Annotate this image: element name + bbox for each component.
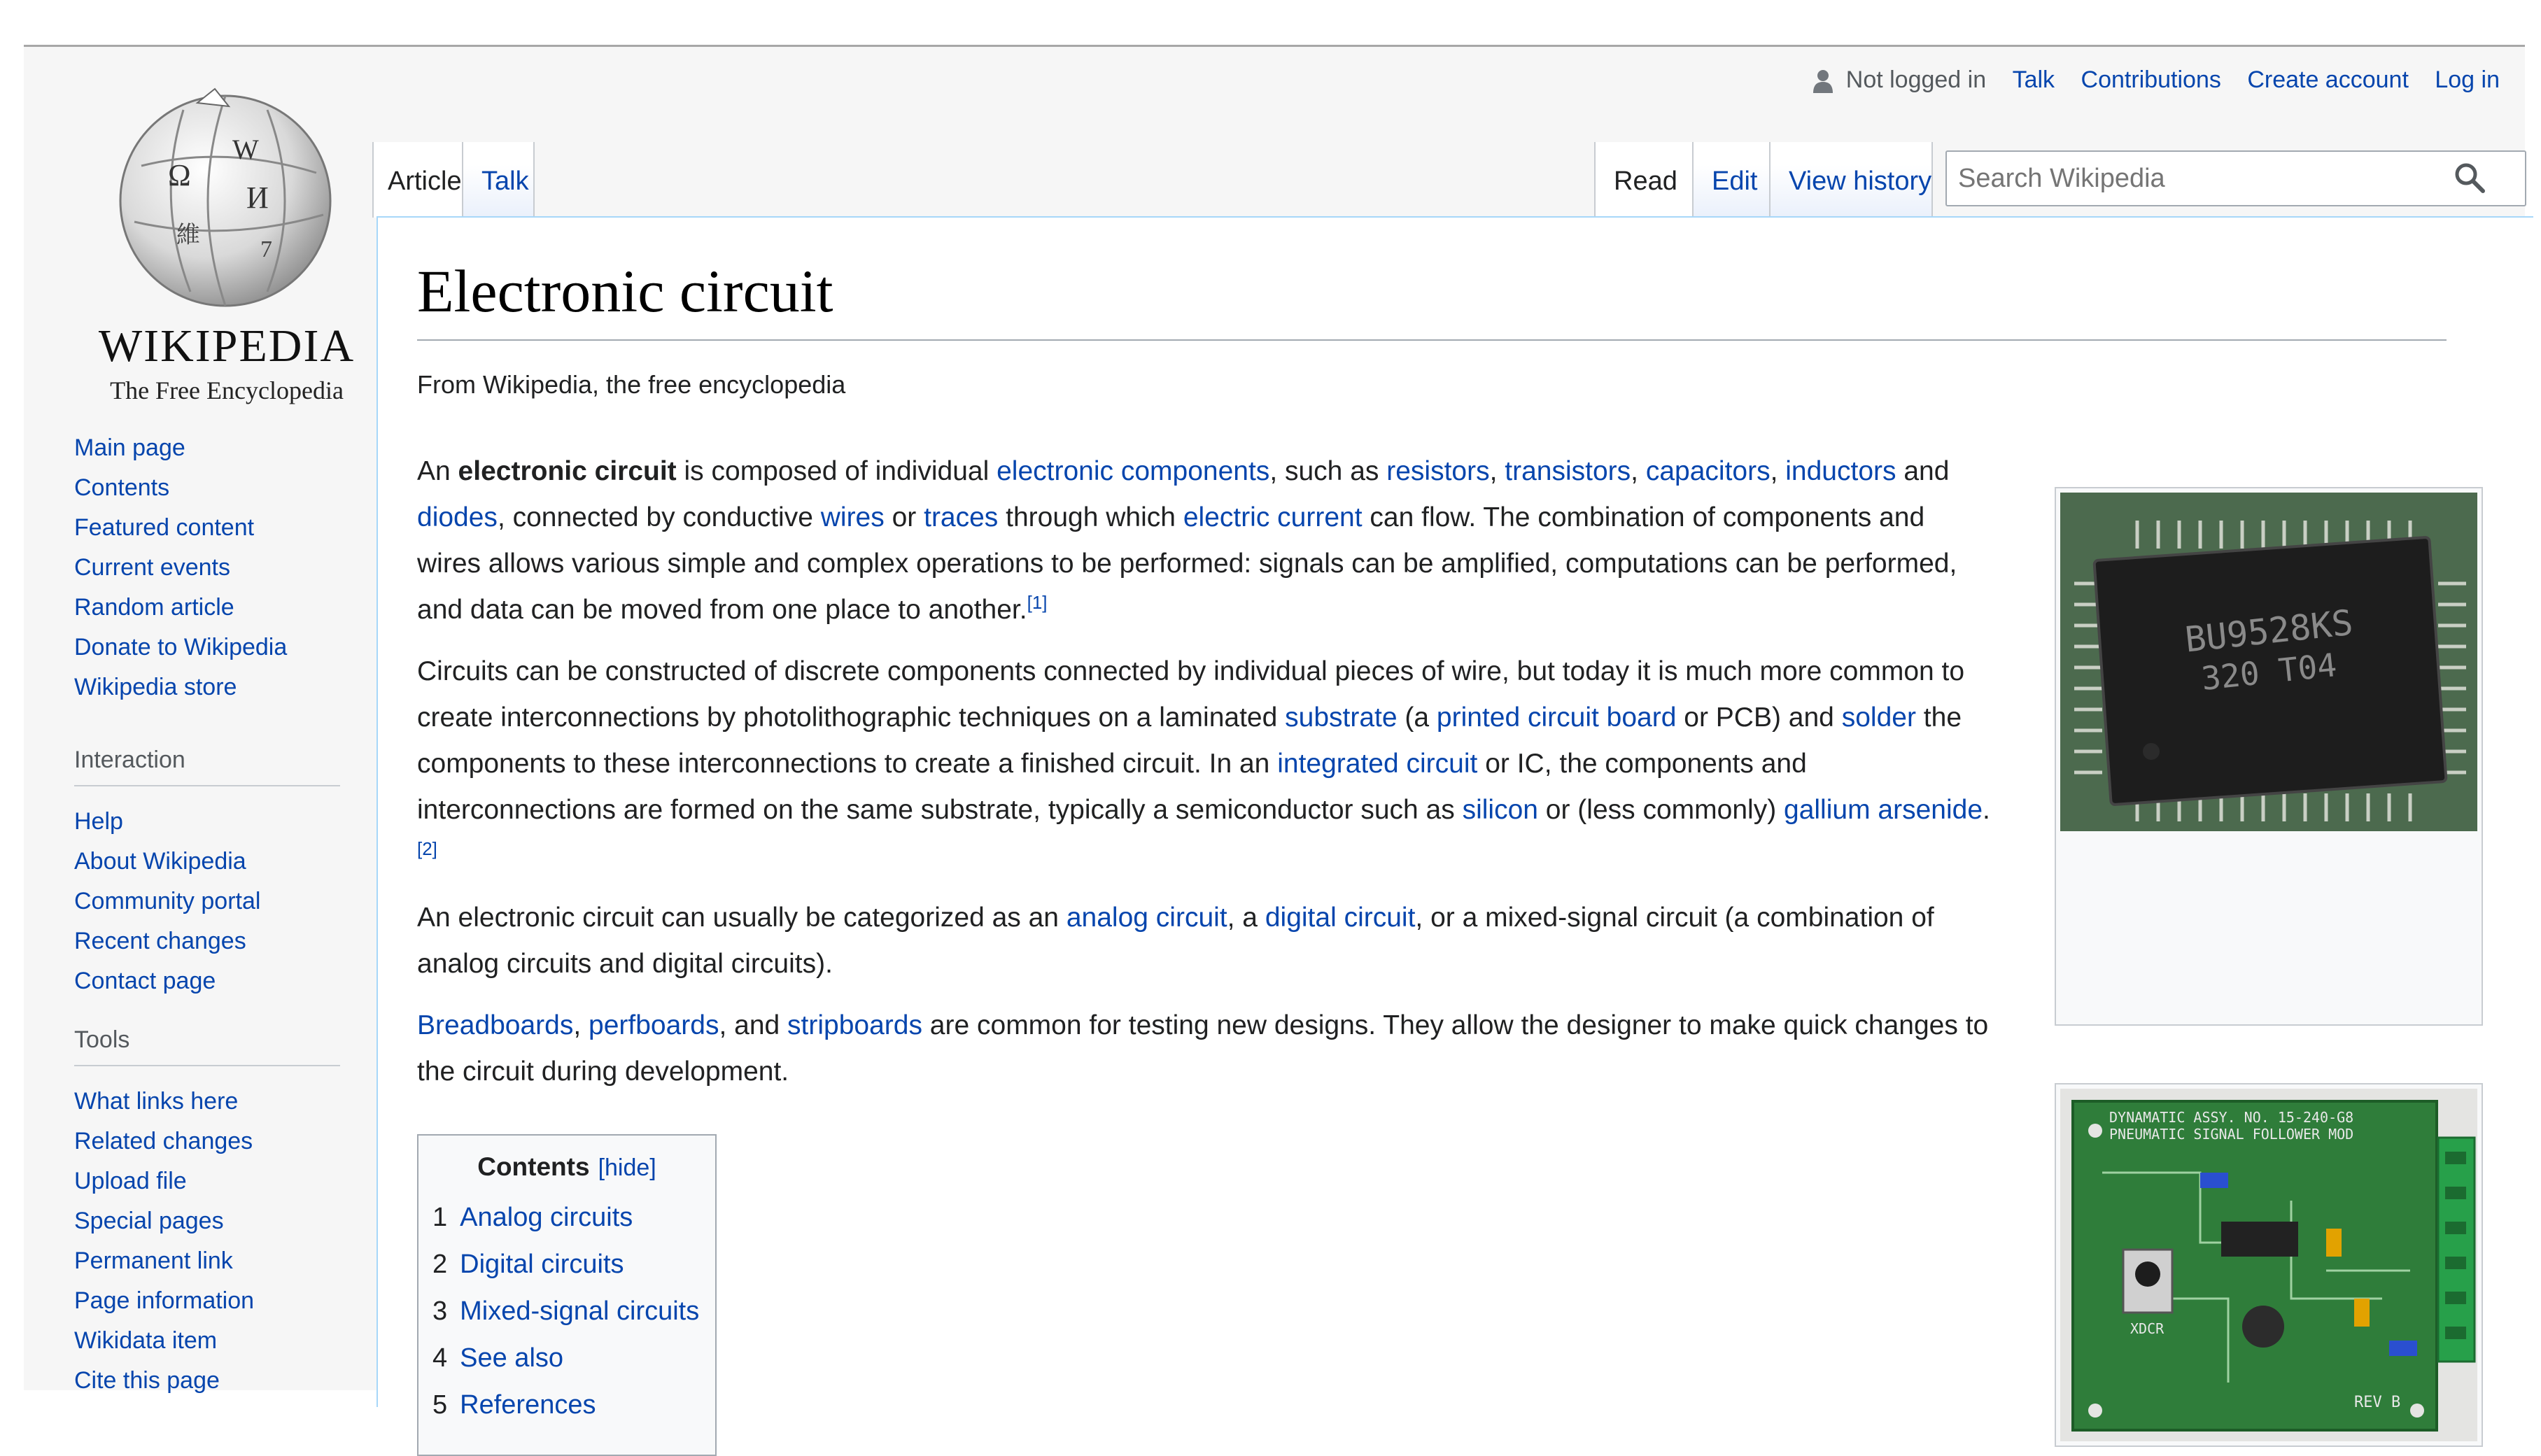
personal-talk-link[interactable]: Talk [2012,66,2055,93]
tab-talk[interactable]: Talk [462,142,535,218]
link-transistors[interactable]: transistors [1505,456,1631,486]
toc-link[interactable]: Digital circuits [460,1250,624,1279]
sidebar-heading-tools: Tools [74,1026,340,1066]
toc-link[interactable]: Analog circuits [460,1203,633,1232]
sidebar-tools [74,1026,361,1401]
link-perfboards[interactable]: perfboards [589,1010,719,1040]
search-input[interactable] [1945,150,2526,206]
sidebar-item-featured-content[interactable]: Featured content [74,514,255,541]
tab-view-history[interactable]: View history [1769,142,1933,218]
text: , [1489,456,1505,486]
text: , [573,1010,589,1040]
tab-read[interactable]: Read [1594,142,1692,218]
reference-1[interactable]: [1] [1027,592,1048,613]
toc-title: Contents [477,1152,590,1181]
link-gallium-arsenide[interactable]: gallium arsenide [1784,795,1983,825]
link-wires[interactable]: wires [820,502,885,532]
globe-glyph: 維 [176,221,200,249]
page-title: Electronic circuit [417,253,2447,341]
link-solder[interactable]: solder [1841,702,1916,733]
sidebar-item-recent-changes[interactable]: Recent changes [74,928,246,954]
sidebar-item-about-wikipedia[interactable]: About Wikipedia [74,848,246,875]
text: or PCB) and [1676,702,1842,733]
globe-glyph: Ω [168,158,191,192]
text: , [1770,456,1786,486]
text: can flow. The combination of components and wires allows various simple and complex operations to be performed: signals can be amplified, computations can be performed, and data can be moved from one place to another. [417,502,1957,625]
link-electric-current[interactable]: electric current [1183,502,1363,532]
wikipedia-globe-icon [113,82,337,313]
toc-item[interactable] [432,1241,715,1288]
sidebar-item-page-information[interactable]: Page information [74,1287,255,1314]
paragraph [417,649,1992,879]
toc-number: 2 [432,1250,448,1279]
sidebar-item-what-links-here[interactable]: What links here [74,1088,239,1115]
link-stripboards[interactable]: stripboards [787,1010,922,1040]
globe-glyph: W [232,134,259,165]
circuit-board-photo[interactable] [2060,1089,2477,1441]
tab-edit[interactable]: Edit [1692,142,1769,218]
chip-photo[interactable] [2060,493,2477,831]
sidebar-interaction [74,747,361,1001]
sidebar-item-main-page[interactable]: Main page [74,434,185,461]
wikipedia-logo[interactable] [49,82,404,432]
toc-item[interactable] [432,1335,715,1382]
link-printed-circuit-board[interactable]: printed circuit board [1436,702,1677,733]
link-traces[interactable]: traces [924,502,999,532]
text: or (less commonly) [1537,795,1785,825]
toc-link[interactable]: Mixed-signal circuits [460,1296,700,1326]
wikipedia-wordmark: WIKIPEDIA [98,320,356,372]
text: , connected by conductive [497,502,821,532]
text: Circuits can be constructed of discrete components connected by individual pieces of wire, but today it is much more common to create interconnections by photolithographic techniques on a laminated [417,656,1965,733]
sidebar-navigation [74,428,361,707]
sidebar-item-help[interactable]: Help [74,808,123,835]
link-silicon[interactable]: silicon [1462,795,1538,825]
site-subtitle: From Wikipedia, the free encyclopedia [417,370,846,399]
thumbnail-chip[interactable] [2055,487,2483,1026]
board-label: REV B [2354,1394,2401,1411]
sidebar-item-current-events[interactable]: Current events [74,554,230,581]
toc-number: 1 [432,1203,448,1232]
chip-marking: 320 T04 [2199,646,2339,698]
text: the components to these interconnections to create a finished circuit. In an [417,702,1962,779]
text: . [1983,795,1990,825]
search-icon[interactable] [2452,160,2487,195]
link-substrate[interactable]: substrate [1285,702,1398,733]
text: or IC, the components and interconnections are formed on the same substrate, typically a semiconductor such as [417,749,1807,825]
toc-number: 4 [432,1343,448,1373]
board-label: DYNAMATIC ASSY. NO. 15-240-G8 [2109,1109,2354,1126]
log-in-link[interactable]: Log in [2435,66,2500,93]
sidebar-heading-interaction: Interaction [74,747,340,786]
paragraph [417,1003,1992,1095]
link-integrated-circuit[interactable]: integrated circuit [1277,749,1478,779]
board-label: PNEUMATIC SIGNAL FOLLOWER MOD [2109,1126,2354,1143]
thumbnail-circuit-board[interactable] [2055,1083,2483,1447]
chip-marking: BU9528KS [2183,602,2356,660]
browser-page [24,45,2525,1420]
sidebar-item-permanent-link[interactable]: Permanent link [74,1248,233,1274]
toc-number: 3 [432,1296,448,1326]
personal-tools [1813,66,2500,94]
toc-link[interactable]: References [460,1390,596,1420]
toc-item[interactable] [432,1288,715,1335]
wikipedia-tagline: The Free Encyclopedia [110,376,344,404]
reference-2[interactable]: [2] [417,838,437,859]
bold-term: electronic circuit [458,456,677,486]
link-diodes[interactable]: diodes [417,502,498,532]
globe-glyph: 7 [260,236,272,262]
text: (a [1397,702,1437,733]
board-label: XDCR [2130,1320,2165,1337]
sidebar-item-related-changes[interactable]: Related changes [74,1128,253,1154]
paragraph [417,448,1992,633]
sidebar-item-special-pages[interactable]: Special pages [74,1208,224,1234]
user-icon [1813,69,1833,94]
text: , or a mixed-signal circuit (a combination of analog circuits and digital circuits). [417,903,1934,979]
sidebar-item-random-article[interactable]: Random article [74,594,234,621]
sidebar-item-contents[interactable]: Contents [74,474,170,501]
sidebar-item-wikipedia-store[interactable]: Wikipedia store [74,674,237,700]
paragraph [417,895,1992,987]
text: , [1631,456,1646,486]
table-of-contents [417,1134,717,1456]
text: An [417,456,458,486]
text: , and [719,1010,788,1040]
text: or [884,502,924,532]
article-body [417,448,1992,1110]
sidebar-item-donate[interactable]: Donate to Wikipedia [74,634,288,660]
toc-item[interactable] [432,1194,715,1241]
sidebar-item-contact-page[interactable]: Contact page [74,968,216,994]
tab-article[interactable]: Article [372,142,462,218]
link-resistors[interactable]: resistors [1386,456,1490,486]
toc-hide-toggle[interactable]: [hide] [598,1154,656,1181]
link-analog-circuit[interactable]: analog circuit [1066,903,1227,933]
text: through which [998,502,1183,532]
article-content [376,216,2533,1420]
sidebar-item-community-portal[interactable]: Community portal [74,888,261,914]
link-digital-circuit[interactable]: digital circuit [1265,903,1416,933]
sidebar-item-wikidata-item[interactable]: Wikidata item [74,1327,218,1354]
not-logged-in-label: Not logged in [1845,66,1987,93]
link-electronic-components[interactable]: electronic components [997,456,1270,486]
link-capacitors[interactable]: capacitors [1645,456,1771,486]
create-account-link[interactable]: Create account [2247,66,2409,93]
toc-item[interactable] [432,1382,715,1429]
text: are common for testing new designs. They allow the designer to make quick changes to the circuit during development. [417,1010,1989,1087]
link-breadboards[interactable]: Breadboards [417,1010,574,1040]
toc-link[interactable]: See also [460,1343,564,1373]
text: and [1896,456,1950,486]
sidebar-item-upload-file[interactable]: Upload file [74,1168,187,1194]
text: , a [1227,903,1265,933]
contributions-link[interactable]: Contributions [2081,66,2221,93]
globe-glyph: И [246,181,269,215]
toc-number: 5 [432,1390,448,1420]
text: is composed of individual [676,456,997,486]
link-inductors[interactable]: inductors [1785,456,1896,486]
sidebar-item-cite-this-page[interactable]: Cite this page [74,1367,220,1394]
text: , such as [1269,456,1387,486]
text: An electronic circuit can usually be categorized as an [417,903,1067,933]
